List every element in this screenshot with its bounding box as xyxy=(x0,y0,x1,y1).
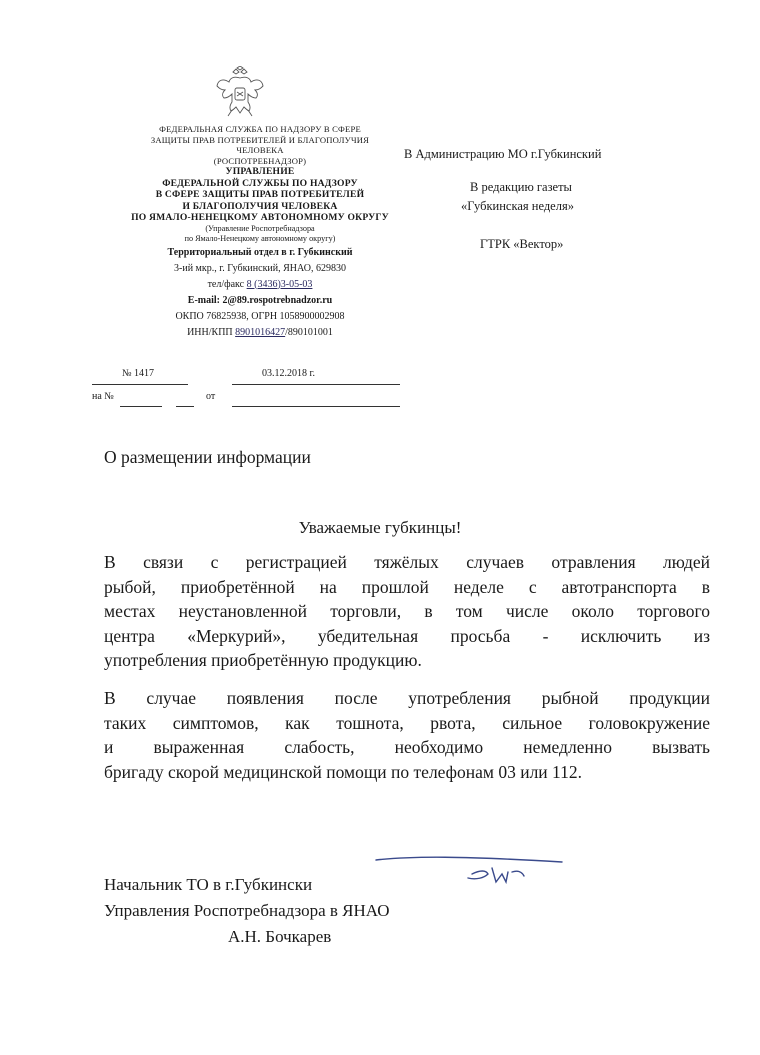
signatory-position-line-2: Управления Роспотребнадзора в ЯНАО xyxy=(104,901,390,920)
divider xyxy=(92,384,188,385)
directorate-line: В СФЕРЕ ЗАЩИТЫ ПРАВ ПОТРЕБИТЕЛЕЙ xyxy=(155,189,365,200)
phone-link[interactable]: 8 (3436)3-05-03 xyxy=(246,278,313,290)
registration-number: № 1417 xyxy=(122,368,155,379)
directorate-line: ФЕДЕРАЛЬНОЙ СЛУЖБЫ ПО НАДЗОРУ xyxy=(162,177,358,189)
short-name-line: (Управление Роспотребнадзора xyxy=(205,223,315,233)
recipient-administration: В Администрацию МО г.Губкинский xyxy=(404,147,602,161)
phone-label: тел/факс xyxy=(207,278,247,290)
recipient-newspaper-name: «Губкинская неделя» xyxy=(461,199,574,213)
from-label: от xyxy=(206,391,216,402)
text-line: В связи с регистрацией тяжёлых случаев отравления людей xyxy=(104,552,710,572)
email-link[interactable]: 2@89.rospotrebnadzor.ru xyxy=(222,294,333,306)
inn-kpp-line xyxy=(110,325,410,341)
directorate-line: ПО ЯМАЛО-НЕНЕЦКОМУ АВТОНОМНОМУ ОКРУГУ xyxy=(131,212,389,223)
letter-subject: О размещении информации xyxy=(104,447,311,467)
recipient-trk: ГТРК «Вектор» xyxy=(480,237,564,251)
service-name-line: ФЕДЕРАЛЬНАЯ СЛУЖБА ПО НАДЗОРУ В СФЕРЕ xyxy=(159,124,361,134)
signature-icon xyxy=(372,846,572,896)
divider xyxy=(232,384,400,385)
directorate-line: УПРАВЛЕНИЕ xyxy=(225,166,295,177)
signatory-position-line-1: Начальник ТО в г.Губкински xyxy=(104,875,313,894)
letterhead xyxy=(110,124,410,341)
body-paragraph-2 xyxy=(104,686,710,784)
email-label: E-mail: xyxy=(187,294,223,306)
kpp-value: /890101001 xyxy=(285,326,333,338)
department-name: Территориальный отдел в г. Губкинский xyxy=(167,246,353,258)
text-line: таких симптомов, как тошнота, рвота, сильное головокружение xyxy=(104,712,710,733)
signatory-name: А.Н. Бочкарев xyxy=(228,927,332,946)
service-name-line: (РОСПОТРЕБНАДЗОР) xyxy=(213,155,307,166)
inn-link[interactable]: 8901016427 xyxy=(235,326,286,338)
text-line: употребления приобретённую продукцию. xyxy=(104,650,422,671)
recipient-newspaper: В редакцию газеты xyxy=(470,180,572,194)
divider xyxy=(120,406,162,407)
divider xyxy=(232,406,400,407)
service-name-line: ЧЕЛОВЕКА xyxy=(236,145,284,155)
text-line: бригаду скорой медицинской помощи по телефонам 03 или 112. xyxy=(104,761,583,782)
text-line: и выраженная слабость, необходимо немедленно вызвать xyxy=(104,737,710,758)
inn-label: ИНН/КПП xyxy=(187,326,236,338)
text-line: рыбой, приобретённой на прошлой неделе с автотранспорта в xyxy=(104,576,710,597)
text-line: местах неустановленной торговли, в том числе около торгового xyxy=(104,601,710,622)
body-paragraph-1 xyxy=(104,550,710,673)
okpo-ogrn: ОКПО 76825938, ОГРН 1058900002908 xyxy=(175,310,345,322)
address: 3-ий мкр., г. Губкинский, ЯНАО, 629830 xyxy=(174,262,346,274)
text-line: центра «Меркурий», убедительная просьба - исключить из xyxy=(104,625,710,646)
divider xyxy=(176,406,194,407)
text-line: В случае появления после употребления рыбной продукции xyxy=(104,688,710,708)
short-name-line: по Ямало-Ненецкому автономному округу) xyxy=(184,234,336,243)
phone-line xyxy=(110,277,410,293)
service-name-line: ЗАЩИТЫ ПРАВ ПОТРЕБИТЕЛЕЙ И БЛАГОПОЛУЧИЯ xyxy=(150,134,370,145)
coat-of-arms-icon xyxy=(216,66,264,122)
email-line xyxy=(110,293,410,309)
reply-to-label: на № xyxy=(92,391,114,402)
greeting: Уважаемые губкинцы! xyxy=(298,518,462,537)
directorate-line: И БЛАГОПОЛУЧИЯ ЧЕЛОВЕКА xyxy=(182,200,338,212)
registration-date: 03.12.2018 г. xyxy=(262,368,315,379)
